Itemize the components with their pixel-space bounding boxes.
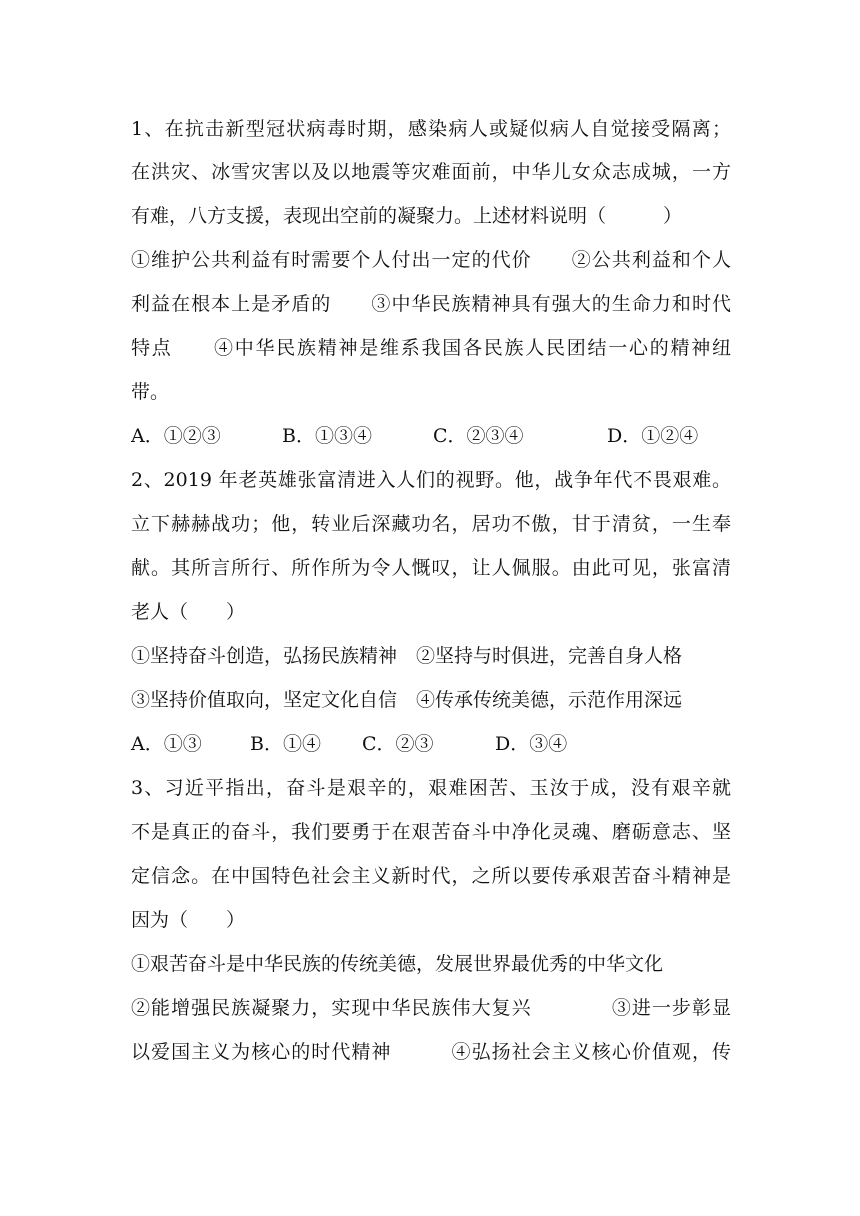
q3-line-1: 3、习近平指出，奋斗是艰辛的，艰难困苦、玉汝于成，没有艰辛就 bbox=[131, 777, 731, 799]
q1-option-d: D．①②④ bbox=[607, 425, 699, 447]
q2-option-c: C．②③ bbox=[362, 733, 434, 755]
q3-line-6: ②能增强民族凝聚力，实现中华民族伟大复兴 ③进一步彰显 bbox=[131, 997, 731, 1019]
q2-line-5: ①坚持奋斗创造，弘扬民族精神 ②坚持与时俱进，完善自身人格 bbox=[131, 645, 683, 667]
q1-option-a: A．①②③ bbox=[131, 425, 221, 447]
q1-line-4: ①维护公共利益有时需要个人付出一定的代价 ②公共利益和个人 bbox=[131, 249, 731, 271]
q3-line-5: ①艰苦奋斗是中华民族的传统美德，发展世界最优秀的中华文化 bbox=[131, 953, 664, 975]
q3-line-2: 不是真正的奋斗，我们要勇于在艰苦奋斗中净化灵魂、磨砺意志、坚 bbox=[131, 821, 731, 843]
q2-line-3: 献。其所言所行、所作所为令人慨叹，让人佩服。由此可见，张富清 bbox=[131, 557, 731, 579]
q1-line-5: 利益在根本上是矛盾的 ③中华民族精神具有强大的生命力和时代 bbox=[131, 293, 731, 315]
q2-option-d: D．③④ bbox=[495, 733, 568, 755]
q2-line-4: 老人（ ） bbox=[131, 601, 246, 623]
q2-option-a: A．①③ bbox=[131, 733, 202, 755]
q3-line-7: 以爱国主义为核心的时代精神 ④弘扬社会主义核心价值观，传 bbox=[131, 1041, 731, 1063]
q1-option-b: B．①③④ bbox=[282, 425, 372, 447]
q1-line-6: 特点 ④中华民族精神是维系我国各民族人民团结一心的精神纽 bbox=[131, 337, 731, 359]
q1-line-1: 1、在抗击新型冠状病毒时期，感染病人或疑似病人自觉接受隔离； bbox=[131, 118, 731, 140]
q2-line-2: 立下赫赫战功；他，转业后深藏功名，居功不傲，甘于清贫，一生奉 bbox=[131, 513, 731, 535]
q1-line-2: 在洪灾、冰雪灾害以及以地震等灾难面前，中华儿女众志成城，一方 bbox=[131, 161, 731, 183]
q2-line-1: 2、2019 年老英雄张富清进入人们的视野。他，战争年代不畏艰难。 bbox=[131, 469, 731, 491]
q2-line-6: ③坚持价值取向，坚定文化自信 ④传承传统美德，示范作用深远 bbox=[131, 689, 683, 711]
q1-line-3: 有难，八方支援，表现出空前的凝聚力。上述材料说明（ ） bbox=[131, 205, 683, 227]
q3-line-3: 定信念。在中国特色社会主义新时代，之所以要传承艰苦奋斗精神是 bbox=[131, 865, 731, 887]
q1-line-7: 带。 bbox=[131, 381, 170, 403]
q2-option-b: B．①④ bbox=[250, 733, 321, 755]
q3-line-4: 因为（ ） bbox=[131, 909, 246, 931]
q1-option-c: C．②③④ bbox=[433, 425, 524, 447]
